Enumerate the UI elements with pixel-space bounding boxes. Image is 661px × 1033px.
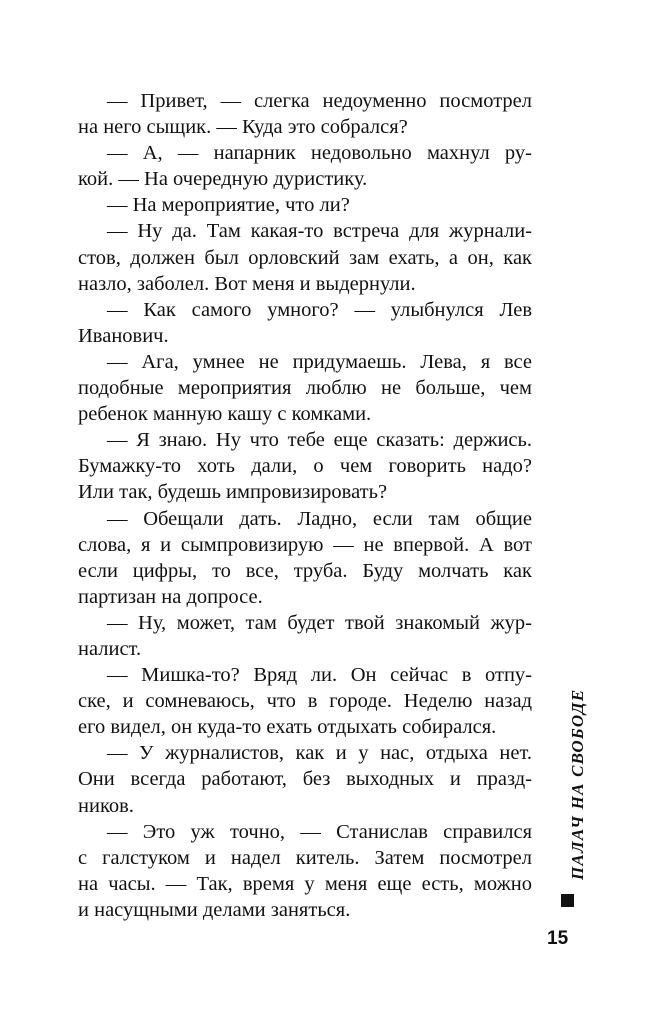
page-number: 15 — [547, 928, 569, 949]
text-line: ребенок манную кашу с комками. — [78, 403, 372, 426]
text-line: ников. — [78, 794, 134, 817]
text-line: Они всегда работают, без выходных и празд- — [78, 768, 532, 791]
text-line: налист. — [78, 637, 142, 660]
text-line: — А, — напарник недовольно махнул ру- — [107, 142, 532, 165]
text-line: его видел, он куда-то ехать отдыхать собирался. — [78, 716, 497, 739]
text-line: — На мероприятие, что ли? — [107, 194, 350, 217]
text-line: — Как самого умного? — улыбнулся Лев — [107, 298, 532, 321]
text-line: — У журналистов, как и у нас, отдыха нет. — [107, 742, 532, 765]
text-line: партизан на допросе. — [78, 585, 263, 608]
text-line: Бумажку-то хоть дали, о чем говорить надо? — [78, 455, 532, 478]
text-line: — Привет, — слегка недоуменно посмотрел — [107, 90, 532, 112]
text-line: назло, заболел. Вот меня и выдернули. — [78, 272, 416, 295]
text-line: на часы. — Так, время у меня еще есть, можно — [78, 872, 532, 895]
text-line: кой. — На очередную дуристику. — [78, 168, 368, 191]
text-line: на него сыщик. — Куда это собрался? — [78, 116, 408, 139]
text-line: — Мишка-то? Вряд ли. Он сейчас в отпу- — [107, 664, 532, 687]
text-line: ске, и сомневаюсь, что в городе. Неделю назад — [78, 690, 532, 713]
text-line: стов, должен был орловский зам ехать, а он, как — [78, 246, 532, 269]
text-line: слова, я и сымпровизирую — не впервой. А вот — [78, 533, 532, 556]
text-line: подобные мероприятия люблю не больше, чем — [78, 377, 532, 400]
text-line: — Обещали дать. Ладно, если там общие — [107, 507, 532, 530]
text-line: Или так, будешь импровизировать? — [78, 481, 388, 504]
body-text — [78, 88, 532, 923]
text-line: — Ага, умнее не придумаешь. Лева, я все — [107, 350, 532, 373]
running-title: ПАЛАЧ НА СВОБОДЕ — [568, 688, 587, 880]
square-marker-icon — [561, 894, 574, 907]
text-line: если цифры, то все, труба. Буду молчать как — [78, 559, 532, 582]
text-line: Иванович. — [78, 324, 169, 347]
text-line: и насущными делами заняться. — [78, 898, 351, 921]
text-line: с галстуком и надел китель. Затем посмотрел — [78, 846, 532, 869]
text-line: — Ну да. Там какая-то встреча для журнали- — [107, 220, 532, 243]
text-line: — Я знаю. Ну что тебе еще сказать: держись. — [107, 429, 532, 452]
text-line: — Это уж точно, — Станислав справился — [107, 820, 532, 843]
text-line: — Ну, может, там будет твой знакомый жур- — [107, 611, 532, 634]
